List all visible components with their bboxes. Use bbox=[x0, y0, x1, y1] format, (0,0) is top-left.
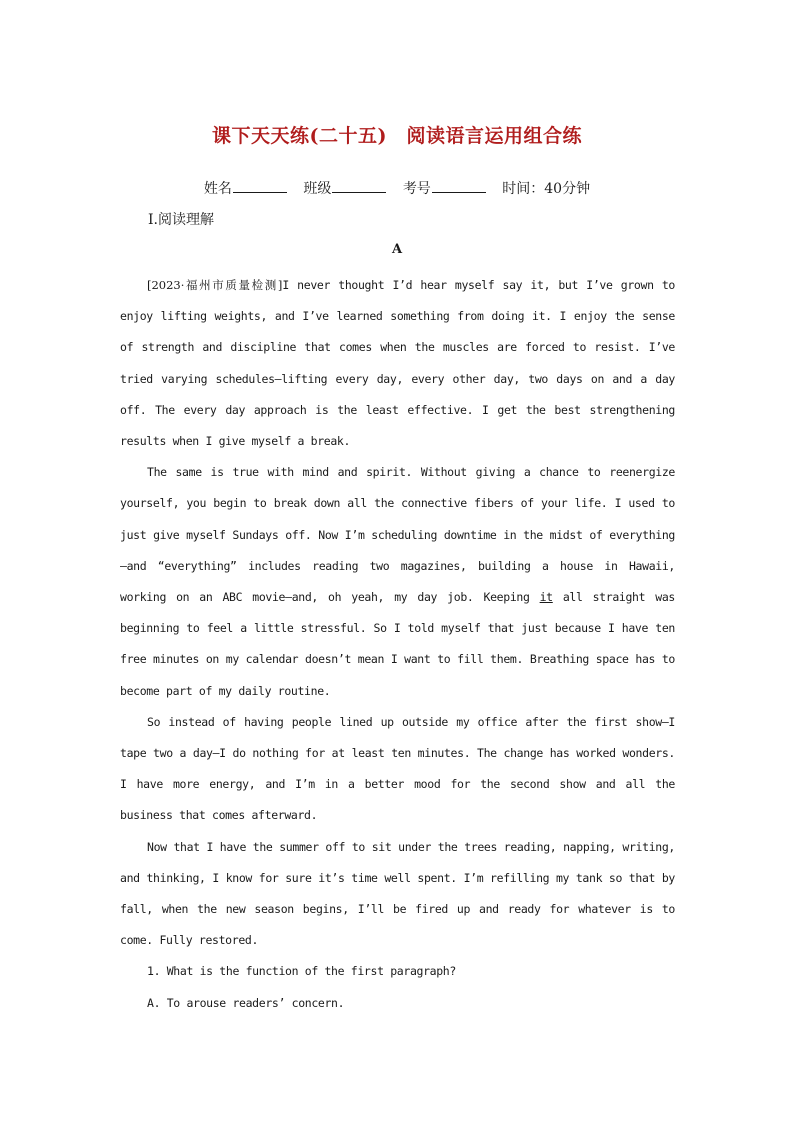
underlined-word: it bbox=[539, 590, 553, 605]
class-field bbox=[303, 178, 386, 198]
paragraph-3: So instead of having people lined up outside my office after the first show—I tape two a day—I do nothing for at least ten minutes. The change has worked wonders. I have more energy, and I’m in a better mood for the second show and all the business that comes afterward. bbox=[120, 714, 675, 823]
paragraph-2-text-b: all straight was beginning to feel a little stressful. So I told myself that just because I have ten free minutes on my calendar doesn’t mean I want to fill them. Breathing space has to become part of my daily routine. bbox=[120, 590, 675, 698]
passage-body bbox=[120, 270, 675, 1019]
name-field bbox=[204, 178, 287, 198]
passage-label: A bbox=[391, 242, 403, 257]
passage-source: [2023·福州市质量检测] bbox=[147, 278, 283, 292]
paragraph-2 bbox=[120, 457, 675, 707]
class-blank[interactable] bbox=[332, 180, 386, 193]
question-1-text: 1. What is the function of the first paragraph? bbox=[147, 964, 456, 979]
paragraph-1 bbox=[120, 270, 675, 457]
exam-number-field bbox=[403, 178, 486, 198]
time-limit: 时间：40分钟 bbox=[502, 181, 591, 197]
paragraph-4: Now that I have the summer off to sit under the trees reading, napping, writing, and thinking, I know for sure it’s time well spent. I’m refilling my tank so that by fall, when the new season begins, I’ll be fired up and ready for whatever is to come. Fully restored. bbox=[120, 839, 675, 948]
page-title: 课下天天练(二十五) 阅读语言运用组合练 bbox=[212, 125, 582, 147]
section-heading: Ⅰ.阅读理解 bbox=[148, 212, 214, 228]
exam-number-blank[interactable] bbox=[432, 180, 486, 193]
paragraph-1-text: I never thought I’d hear myself say it, but I’ve grown to enjoy lifting weights, and I’ve learned something from doing it. I enjoy the sense of strength and discipline that comes when the muscles are forced to resist. I’ve tried varying schedules—lifting every day, every other day, two days on and a day off. The every day approach is the least effective. I get the best strengthening results when I give myself a break. bbox=[120, 278, 675, 449]
name-blank[interactable] bbox=[233, 180, 287, 193]
question-1-option-a[interactable]: A. To arouse readers’ concern. bbox=[147, 995, 345, 1010]
student-info-line bbox=[0, 178, 794, 198]
exam-number-label: 考号 bbox=[402, 181, 431, 197]
class-label: 班级 bbox=[303, 181, 332, 197]
paragraph-2-text-a: The same is true with mind and spirit. Without giving a chance to reenergize yourself, you begin to break down all the connective fibers of your life. I used to just give myself Sundays off. Now I’m scheduling downtime in the midst of everything—and “everything” includes reading two magazines, building a house in Hawaii, working on an ABC movie—and, oh yeah, my day job. Keeping bbox=[120, 465, 675, 605]
name-label: 姓名 bbox=[203, 181, 232, 197]
